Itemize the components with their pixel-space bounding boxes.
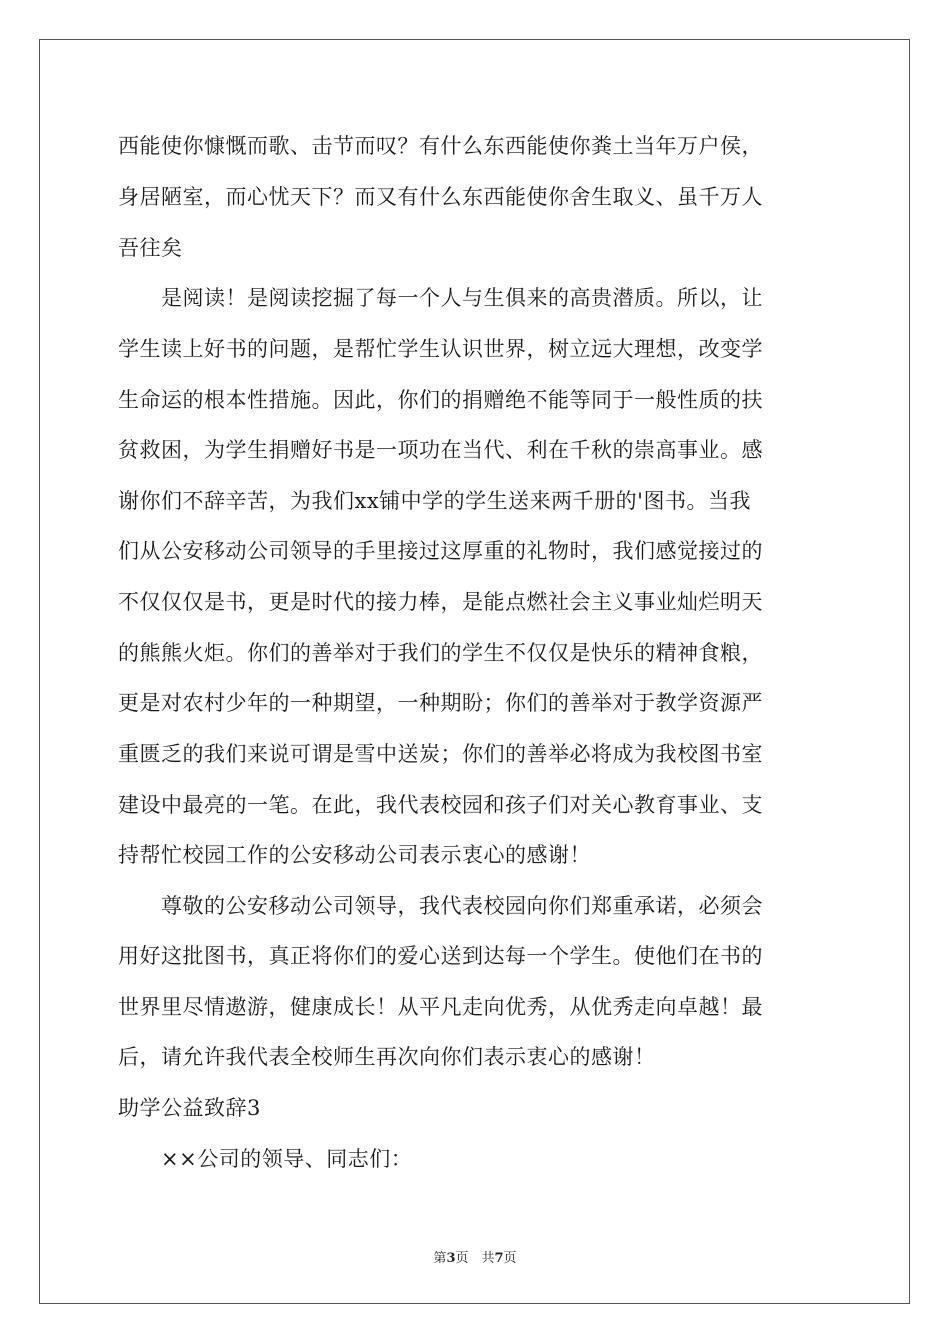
paragraph-start-line: 尊敬的公安移动公司领导，我代表校园向你们郑重承诺，必须会 xyxy=(118,894,763,918)
text-line: 学生读上好书的问题，是帮忙学生认识世界，树立远大理想，改变学 xyxy=(118,337,763,361)
text-line: 持帮忙校园工作的公安移动公司表示衷心的感谢！ xyxy=(118,843,591,867)
text-line: 不仅仅仅是书，更是时代的接力棒，是能点燃社会主义事业灿烂明天 xyxy=(118,590,763,614)
text-line: 生命运的根本性措施。因此，你们的捐赠绝不能等同于一般性质的扶 xyxy=(118,388,763,412)
page-footer xyxy=(0,1247,950,1266)
text-line: 用好这批图书，真正将你们的爱心送到达每一个学生。使他们在书的 xyxy=(118,944,763,968)
footer-mid: 页 共 xyxy=(455,1251,495,1266)
text-line: 吾往矣 xyxy=(118,236,183,260)
total-page-number: 7 xyxy=(494,1251,504,1266)
text-line: 更是对农村少年的一种期望，一种期盼；你们的善举对于教学资源严 xyxy=(118,691,763,715)
text-line: 西能使你慷慨而歌、击节而叹？有什么东西能使你粪土当年万户侯， xyxy=(118,134,763,158)
text-line: 身居陋室，而心忧天下？而又有什么东西能使你舍生取义、虽千万人 xyxy=(118,185,763,209)
text-line: 谢你们不辞辛苦，为我们xx铺中学的学生送来两千册的'图书。当我 xyxy=(118,489,751,513)
current-page-number: 3 xyxy=(446,1251,456,1266)
footer-suffix: 页 xyxy=(503,1251,517,1266)
text-line: 们从公安移动公司领导的手里接过这厚重的礼物时，我们感觉接过的 xyxy=(118,539,763,563)
section-heading: 助学公益致辞3 xyxy=(118,1096,261,1120)
text-line: 贫救困，为学生捐赠好书是一项功在当代、利在千秋的崇高事业。感 xyxy=(118,438,763,462)
text-line: 建设中最亮的一笔。在此，我代表校园和孩子们对关心教育事业、支 xyxy=(118,793,763,817)
salutation-line: ××公司的领导、同志们： xyxy=(118,1147,413,1171)
text-line: 世界里尽情遨游，健康成长！从平凡走向优秀，从优秀走向卓越！最 xyxy=(118,995,763,1019)
text-line: 的熊熊火炬。你们的善举对于我们的学生不仅仅是快乐的精神食粮， xyxy=(118,641,763,665)
paragraph-start-line: 是阅读！是阅读挖掘了每一个人与生俱来的高贵潜质。所以，让 xyxy=(118,286,763,310)
text-line: 后，请允许我代表全校师生再次向你们表示衷心的感谢！ xyxy=(118,1045,656,1069)
footer-prefix: 第 xyxy=(433,1251,447,1266)
text-line: 重匮乏的我们来说可谓是雪中送炭；你们的善举必将成为我校图书室 xyxy=(118,742,763,766)
